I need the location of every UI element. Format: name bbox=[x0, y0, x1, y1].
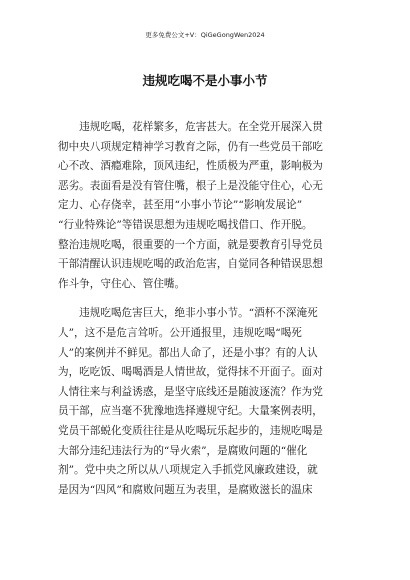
body-line: 员干部，应当毫不犹豫地选择遵规守纪。大量案例表明， bbox=[58, 405, 323, 418]
body-line: 为，吃吃饭、喝喝酒是人情世故，觉得抹不开面子。面对 bbox=[58, 366, 323, 379]
body-line: 人”，这不是危言耸听。公开通报里，违规吃喝“喝死 bbox=[58, 326, 302, 339]
body-line: 恶劣。表面看是没有管住嘴，根子上是没能守住心，心无 bbox=[58, 179, 323, 192]
watermark-header: 更多免费公文+V：QiGeGongWen2024 bbox=[145, 31, 265, 39]
body-line: 人情往来与利益诱惑，是坚守底线还是随波逐流？作为党 bbox=[58, 385, 323, 398]
body-line: 心不改、酒瘾难除，顶风违纪，性质极为严重，影响极为 bbox=[58, 160, 323, 173]
body-line: 定力、心存侥幸，甚至用“小事小节论”“影响发展论” bbox=[58, 199, 303, 212]
body-line: “行业特殊论”等错误思想为违规吃喝找借口、作开脱。 bbox=[58, 218, 313, 231]
body-line: 干部清醒认识违规吃喝的政治危害，自觉同各种错误思想 bbox=[58, 258, 323, 271]
body-line: 违规吃喝，花样繁多，危害甚大。在全党开展深入贯 bbox=[58, 121, 323, 133]
body-line: 违规吃喝危害巨大，绝非小事小节。“酒杯不深淹死 bbox=[58, 307, 318, 320]
body-line: 大部分违纪违法行为的“导火索”，是腐败问题的“催化 bbox=[58, 444, 308, 457]
body-line: 作斗争，守住心、管住嘴。 bbox=[58, 277, 186, 290]
body-line: 彻中央八项规定精神学习教育之际，仍有一些党员干部吃 bbox=[58, 140, 323, 153]
body-line: 是因为“四风”和腐败问题互为表里，是腐败滋长的温床 bbox=[58, 483, 313, 496]
body-line: 剂”。党中央之所以从八项规定入手抓党风廉政建设，就 bbox=[58, 464, 318, 477]
document-title: 违规吃喝不是小事小节 bbox=[142, 73, 268, 88]
body-line: 人”的案例并不鲜见。都出人命了，还是小事？有的人认 bbox=[58, 346, 318, 359]
body-line: 整治违规吃喝，很重要的一个方面，就是要教育引导党员 bbox=[58, 238, 323, 251]
body-line: 党员干部蜕化变质往往是从吃喝玩乐起步的，违规吃喝是 bbox=[58, 424, 323, 437]
document-body bbox=[58, 118, 358, 500]
